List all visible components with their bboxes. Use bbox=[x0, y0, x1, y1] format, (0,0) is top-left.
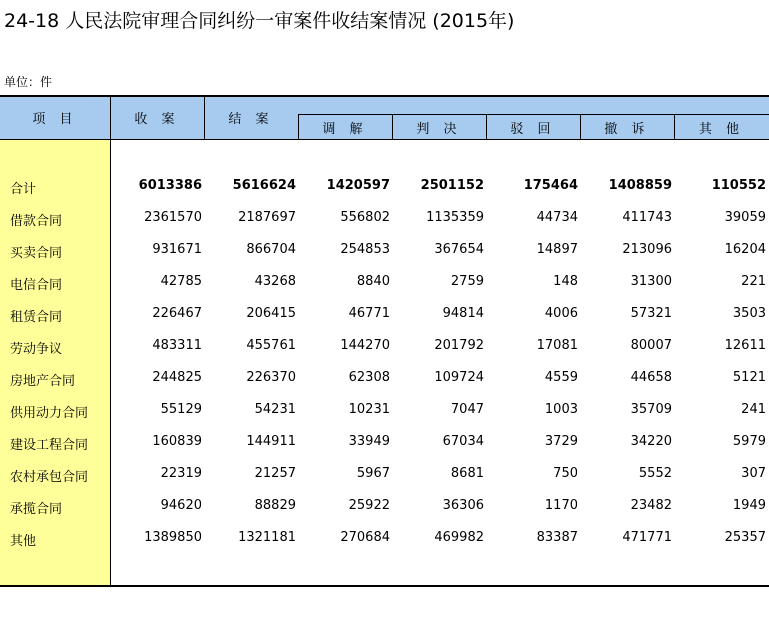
row-label: 合计 bbox=[10, 182, 37, 197]
cell-mediation: 1420597 bbox=[326, 178, 390, 193]
cell-judgment: 469982 bbox=[434, 530, 484, 545]
row-label: 供用动力合同 bbox=[10, 406, 89, 421]
cell-received: 6013386 bbox=[138, 178, 202, 193]
cell-other: 241 bbox=[741, 402, 766, 417]
cell-received: 483311 bbox=[152, 338, 202, 353]
table-row bbox=[0, 490, 769, 522]
cell-mediation: 25922 bbox=[348, 498, 390, 513]
cell-closed: 455761 bbox=[246, 338, 296, 353]
cell-dismissal: 44734 bbox=[536, 210, 578, 225]
cell-mediation: 144270 bbox=[340, 338, 390, 353]
header-other: 其 他 bbox=[698, 122, 745, 137]
cell-received: 1389850 bbox=[144, 530, 202, 545]
cell-withdrawal: 411743 bbox=[622, 210, 672, 225]
table-row bbox=[0, 394, 769, 426]
cell-dismissal: 750 bbox=[553, 466, 578, 481]
cell-mediation: 46771 bbox=[348, 306, 390, 321]
row-label: 电信合同 bbox=[10, 278, 63, 293]
row-label: 借款合同 bbox=[10, 214, 63, 229]
cell-received: 244825 bbox=[152, 370, 202, 385]
cell-dismissal: 3729 bbox=[544, 434, 578, 449]
header-judgment: 判 决 bbox=[416, 122, 462, 137]
cell-other: 25357 bbox=[724, 530, 766, 545]
page-title: 24-18 人民法院审理合同纠纷一审案件收结案情况 (2015年) bbox=[4, 10, 515, 32]
cell-other: 3503 bbox=[732, 306, 766, 321]
header-item: 项 目 bbox=[32, 112, 78, 127]
header-closed: 结 案 bbox=[228, 112, 274, 127]
cell-judgment: 36306 bbox=[442, 498, 484, 513]
cell-dismissal: 1003 bbox=[544, 402, 578, 417]
cell-other: 110552 bbox=[711, 178, 766, 193]
cell-closed: 21257 bbox=[254, 466, 296, 481]
row-label: 建设工程合同 bbox=[10, 438, 89, 453]
cell-received: 931671 bbox=[152, 242, 202, 257]
table-top-rule bbox=[0, 95, 769, 97]
table-bottom-rule bbox=[0, 585, 769, 587]
cell-dismissal: 4006 bbox=[544, 306, 578, 321]
cell-dismissal: 148 bbox=[553, 274, 578, 289]
cell-mediation: 556802 bbox=[340, 210, 390, 225]
cell-withdrawal: 23482 bbox=[630, 498, 672, 513]
cell-withdrawal: 80007 bbox=[630, 338, 672, 353]
cell-judgment: 201792 bbox=[434, 338, 484, 353]
statistics-table bbox=[0, 95, 769, 587]
table-row bbox=[0, 266, 769, 298]
row-label: 劳动争议 bbox=[10, 342, 63, 357]
cell-judgment: 7047 bbox=[450, 402, 484, 417]
cell-closed: 144911 bbox=[246, 434, 296, 449]
cell-closed: 1321181 bbox=[238, 530, 296, 545]
cell-other: 307 bbox=[741, 466, 766, 481]
header-bottom-rule bbox=[0, 139, 769, 140]
unit-label: 单位：件 bbox=[4, 75, 53, 89]
cell-closed: 866704 bbox=[246, 242, 296, 257]
cell-received: 55129 bbox=[160, 402, 202, 417]
cell-judgment: 94814 bbox=[442, 306, 484, 321]
cell-dismissal: 14897 bbox=[536, 242, 578, 257]
cell-withdrawal: 213096 bbox=[622, 242, 672, 257]
cell-other: 1949 bbox=[732, 498, 766, 513]
cell-other: 5121 bbox=[732, 370, 766, 385]
row-label: 房地产合同 bbox=[10, 374, 76, 389]
row-label: 农村承包合同 bbox=[10, 470, 89, 485]
table-row bbox=[0, 202, 769, 234]
header-withdrawal: 撤 诉 bbox=[604, 122, 650, 137]
header-dismissal: 驳 回 bbox=[510, 122, 556, 137]
cell-mediation: 10231 bbox=[348, 402, 390, 417]
cell-withdrawal: 31300 bbox=[630, 274, 672, 289]
table-row bbox=[0, 234, 769, 266]
cell-dismissal: 83387 bbox=[536, 530, 578, 545]
cell-mediation: 270684 bbox=[340, 530, 390, 545]
cell-other: 12611 bbox=[724, 338, 766, 353]
cell-closed: 5616624 bbox=[232, 178, 296, 193]
cell-received: 2361570 bbox=[144, 210, 202, 225]
cell-withdrawal: 5552 bbox=[638, 466, 672, 481]
cell-judgment: 8681 bbox=[450, 466, 484, 481]
table-row bbox=[0, 362, 769, 394]
cell-closed: 54231 bbox=[254, 402, 296, 417]
table-row bbox=[0, 458, 769, 490]
table-row bbox=[0, 330, 769, 362]
cell-judgment: 67034 bbox=[442, 434, 484, 449]
cell-judgment: 109724 bbox=[434, 370, 484, 385]
cell-other: 16204 bbox=[724, 242, 766, 257]
cell-judgment: 367654 bbox=[434, 242, 484, 257]
cell-mediation: 8840 bbox=[356, 274, 390, 289]
cell-dismissal: 1170 bbox=[544, 498, 578, 513]
cell-dismissal: 175464 bbox=[523, 178, 578, 193]
header-received: 收 案 bbox=[134, 112, 180, 127]
cell-withdrawal: 44658 bbox=[630, 370, 672, 385]
cell-mediation: 33949 bbox=[348, 434, 390, 449]
cell-closed: 88829 bbox=[254, 498, 296, 513]
cell-withdrawal: 1408859 bbox=[608, 178, 672, 193]
cell-dismissal: 4559 bbox=[544, 370, 578, 385]
row-label: 买卖合同 bbox=[10, 246, 63, 261]
cell-closed: 206415 bbox=[246, 306, 296, 321]
total-row bbox=[0, 170, 769, 202]
row-label: 租赁合同 bbox=[10, 310, 63, 325]
cell-judgment: 2501152 bbox=[420, 178, 484, 193]
row-label: 承揽合同 bbox=[10, 502, 63, 517]
cell-received: 42785 bbox=[160, 274, 202, 289]
header-mediation: 调 解 bbox=[322, 122, 368, 137]
table-row bbox=[0, 298, 769, 330]
cell-mediation: 62308 bbox=[348, 370, 390, 385]
cell-mediation: 254853 bbox=[340, 242, 390, 257]
cell-withdrawal: 471771 bbox=[622, 530, 672, 545]
cell-other: 221 bbox=[741, 274, 766, 289]
table-row bbox=[0, 522, 769, 554]
cell-withdrawal: 57321 bbox=[630, 306, 672, 321]
cell-received: 160839 bbox=[152, 434, 202, 449]
cell-closed: 226370 bbox=[246, 370, 296, 385]
header-divider bbox=[298, 114, 769, 115]
cell-withdrawal: 34220 bbox=[630, 434, 672, 449]
table-row bbox=[0, 426, 769, 458]
cell-withdrawal: 35709 bbox=[630, 402, 672, 417]
cell-received: 94620 bbox=[160, 498, 202, 513]
cell-judgment: 2759 bbox=[450, 274, 484, 289]
cell-judgment: 1135359 bbox=[426, 210, 484, 225]
cell-closed: 2187697 bbox=[238, 210, 296, 225]
cell-received: 22319 bbox=[160, 466, 202, 481]
cell-mediation: 5967 bbox=[356, 466, 390, 481]
cell-other: 39059 bbox=[724, 210, 766, 225]
cell-received: 226467 bbox=[152, 306, 202, 321]
cell-dismissal: 17081 bbox=[536, 338, 578, 353]
cell-closed: 43268 bbox=[254, 274, 296, 289]
row-label: 其他 bbox=[10, 534, 37, 549]
cell-other: 5979 bbox=[732, 434, 766, 449]
